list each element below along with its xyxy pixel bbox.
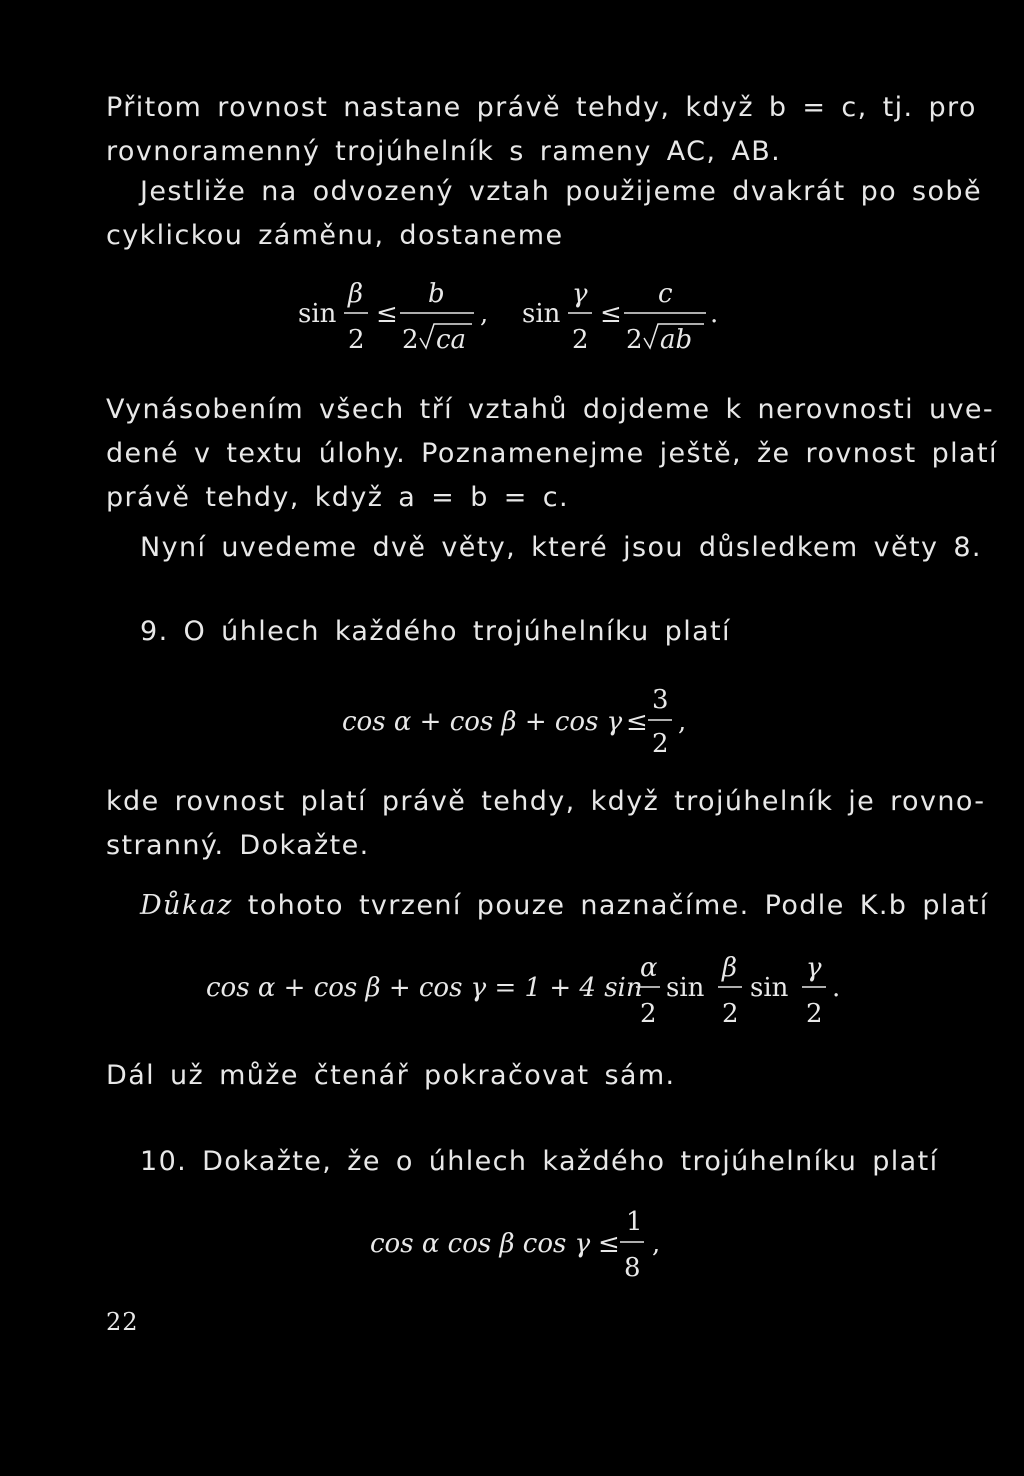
text-line: Vynásobením všech tří vztahů dojdeme k nerovnosti uve- (106, 394, 995, 425)
text-line: dené v textu úlohy. Poznamenejme ještě, že rovnost platí (106, 438, 998, 469)
formula-cos-sum-identity (204, 950, 844, 1040)
beta-symbol: β (722, 953, 738, 983)
sin-function: sin (522, 299, 561, 329)
text-line: 10. Dokažte, že o úhlech každého trojúhelníku platí (140, 1146, 939, 1177)
sin-function: sin (298, 299, 337, 329)
alpha-symbol: α (640, 953, 658, 983)
formula-lhs: cos α + cos β + cos γ = 1 + 4 sin (206, 973, 643, 1003)
denominator: 2 (722, 999, 739, 1029)
beta-symbol: β (348, 279, 364, 309)
formula-sin-inequalities (296, 276, 736, 366)
problem-10-heading (106, 1140, 939, 1184)
period: . (832, 973, 841, 1003)
radicand-ab: ab (660, 325, 693, 355)
period: . (710, 299, 719, 329)
formula-lhs: cos α + cos β + cos γ (342, 707, 623, 737)
paragraph-proof-sketch (106, 884, 989, 928)
paragraph-equality-case (106, 86, 977, 174)
le-symbol: ≤ (626, 707, 648, 737)
text-line: Jestliže na odvozený vztah použijeme dvakrát po sobě (140, 176, 982, 207)
numerator: 1 (626, 1207, 643, 1237)
formula-lhs: cos α cos β cos γ (370, 1229, 591, 1259)
gamma-symbol: γ (806, 953, 822, 983)
text-line: stranný. Dokažte. (106, 830, 370, 861)
text-line: právě tehdy, když a = b = c. (106, 482, 569, 513)
denominator-two: 2 (626, 325, 643, 355)
sin-function: sin (750, 973, 789, 1003)
sin-function: sin (666, 973, 705, 1003)
paragraph-two-theorems (106, 526, 982, 570)
comma: , (480, 299, 489, 329)
paragraph-reader-continue (106, 1054, 926, 1098)
text-line: Nyní uvedeme dvě věty, které jsou důsledkem věty 8. (140, 532, 982, 563)
numerator-b: b (428, 279, 445, 309)
numerator-c: c (658, 279, 673, 309)
le-symbol: ≤ (600, 299, 622, 329)
proof-text: tohoto tvrzení pouze naznačíme. Podle K.b platí (232, 890, 989, 921)
comma: , (652, 1229, 661, 1259)
paragraph-equality-equilateral (106, 780, 986, 868)
le-symbol: ≤ (376, 299, 398, 329)
theorem-9-heading (106, 610, 926, 654)
numerator: 3 (652, 685, 669, 715)
denominator-two: 2 (402, 325, 419, 355)
comma: , (678, 707, 687, 737)
denominator: 8 (624, 1253, 641, 1283)
text-line: kde rovnost platí právě tehdy, když trojúhelník je rovno- (106, 786, 986, 817)
denominator: 2 (652, 729, 669, 759)
text-line: 9. O úhlech každého trojúhelníku platí (140, 616, 731, 647)
text-line (106, 884, 989, 928)
text-line: Dál už může čtenář pokračovat sám. (106, 1060, 676, 1091)
denominator: 2 (348, 325, 365, 355)
text-line: rovnoramenný trojúhelník s rameny AC, AB. (106, 136, 782, 167)
paragraph-cyclic-substitution (106, 170, 982, 258)
text-line: cyklickou záměnu, dostaneme (106, 220, 564, 251)
le-symbol: ≤ (598, 1229, 620, 1259)
proof-label: Důkaz (140, 890, 233, 921)
denominator: 2 (640, 999, 657, 1029)
denominator: 2 (806, 999, 823, 1029)
formula-cos-sum (340, 678, 700, 768)
paragraph-multiplication (106, 388, 998, 520)
page-number: 22 (106, 1308, 139, 1336)
formula-cos-product (368, 1206, 678, 1296)
text-line: Přitom rovnost nastane právě tehdy, když b = c, tj. pro (106, 92, 977, 123)
gamma-symbol: γ (572, 279, 588, 309)
radicand-ca: ca (436, 325, 467, 355)
denominator: 2 (572, 325, 589, 355)
